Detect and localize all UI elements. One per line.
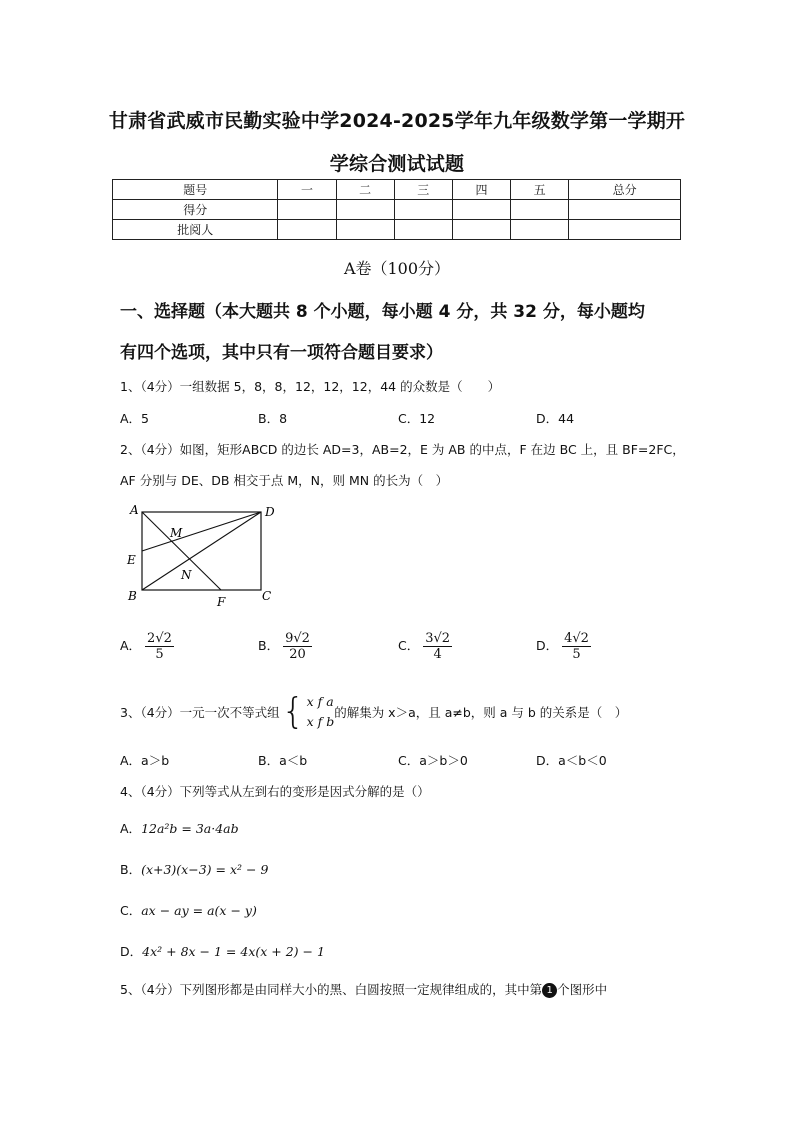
score-cell[interactable] [336, 200, 394, 220]
table-header-cell: 五 [511, 180, 569, 200]
part1-heading-line2: 有四个选项，其中只有一项符合题目要求） [120, 343, 443, 363]
label-m: M [170, 526, 183, 540]
label-d: D [265, 505, 275, 519]
table-row-label: 批阅人 [113, 220, 278, 240]
table-row [113, 180, 681, 200]
question-5-text: 5、（4分）下列图形都是由同样大小的黑、白圆按照一定规律组成的，其中第 1 个图形中 [120, 982, 608, 997]
circled-number-icon: 1 [542, 983, 557, 998]
score-cell[interactable] [278, 220, 336, 240]
segment-db [142, 512, 261, 590]
table-header-cell: 二 [336, 180, 394, 200]
fraction: $\frac{2√2}{5}$ [147, 631, 172, 662]
q4-option-c[interactable]: C．ax − ay = a(x − y) [120, 903, 257, 918]
table-row-label: 得分 [113, 200, 278, 220]
q3-option-b[interactable]: B．a＜b [258, 753, 308, 768]
table-header-cell: 题号 [113, 180, 278, 200]
q4-option-d[interactable]: D．4x² + 8x − 1 = 4x(x + 2) − 1 [120, 944, 325, 959]
label-n: N [181, 568, 192, 582]
q2-option-b[interactable]: B． $\frac{9√2}{20}$ [258, 631, 310, 662]
label-f: F [217, 595, 226, 609]
score-table [112, 179, 681, 240]
q3-option-c[interactable]: C．a＞b＞0 [398, 753, 468, 768]
q3-option-a[interactable]: A．a＞b [120, 753, 170, 768]
table-row [113, 220, 681, 240]
part1-heading: 一、选择题（本大题共 8 个小题，每小题 4 分，共 32 分，每小题均 [120, 302, 645, 322]
q1-option-d[interactable]: D．44 [536, 411, 575, 426]
question-2-text-line2: AF 分别与 DE、DB 相交于点 M，N，则 MN 的长为（ ） [120, 473, 449, 488]
fraction: $\frac{4√2}{5}$ [564, 631, 589, 662]
score-cell[interactable] [569, 200, 681, 220]
segment-de [142, 512, 261, 551]
score-cell[interactable] [394, 220, 452, 240]
score-cell[interactable] [452, 220, 510, 240]
section-a-title: A卷（100分） [343, 259, 451, 278]
page-title-line2: 学综合测试试题 [329, 153, 465, 175]
q3-option-d[interactable]: D．a＜b＜0 [536, 753, 607, 768]
question-2-text: 2、（4分）如图，矩形ABCD 的边长 AD=3，AB=2，E 为 AB 的中点，F 在边 BC 上，且 BF=2FC， [120, 442, 685, 457]
score-cell[interactable] [511, 220, 569, 240]
q2-option-c[interactable]: C． $\frac{3√2}{4}$ [398, 631, 451, 662]
fraction: $\frac{9√2}{20}$ [285, 631, 310, 662]
q4-option-a[interactable]: A．12a²b = 3a·4ab [120, 821, 239, 836]
rectangle-figure [120, 500, 290, 612]
score-cell[interactable] [511, 200, 569, 220]
inequality-system: x f a x f b [306, 694, 335, 729]
question-4-text: 4、（4分）下列等式从左到右的变形是因式分解的是（） [120, 784, 430, 799]
score-cell[interactable] [394, 200, 452, 220]
table-header-cell: 一 [278, 180, 336, 200]
label-a: A [130, 503, 139, 517]
score-cell[interactable] [336, 220, 394, 240]
table-header-cell: 总分 [569, 180, 681, 200]
q2-option-a[interactable]: A． $\frac{2√2}{5}$ [120, 631, 172, 662]
score-cell[interactable] [569, 220, 681, 240]
q2-option-d[interactable]: D． $\frac{4√2}{5}$ [536, 631, 589, 662]
question-3-text: 3、（4分）一元一次不等式组 { x f a x f b 的解集为 x＞a，且 a≠b，则 a 与 b 的关系是（ ） [120, 691, 628, 732]
q1-option-b[interactable]: B．8 [258, 411, 288, 426]
brace-symbol: { [281, 691, 305, 732]
table-header-cell: 三 [394, 180, 452, 200]
score-cell[interactable] [452, 200, 510, 220]
label-b: B [128, 589, 137, 603]
page-title: 甘肃省武威市民勤实验中学2024-2025学年九年级数学第一学期开 [108, 110, 686, 132]
fraction: $\frac{3√2}{4}$ [425, 631, 451, 662]
q4-option-b[interactable]: B．(x+3)(x−3) = x² − 9 [120, 862, 269, 877]
label-e: E [127, 553, 136, 567]
q1-option-a[interactable]: A．5 [120, 411, 150, 426]
score-cell[interactable] [278, 200, 336, 220]
table-row [113, 200, 681, 220]
q1-option-c[interactable]: C．12 [398, 411, 436, 426]
label-c: C [262, 589, 272, 603]
question-1-text: 1、（4分）一组数据 5，8，8，12，12，12，44 的众数是（ ） [120, 379, 501, 394]
table-header-cell: 四 [452, 180, 510, 200]
